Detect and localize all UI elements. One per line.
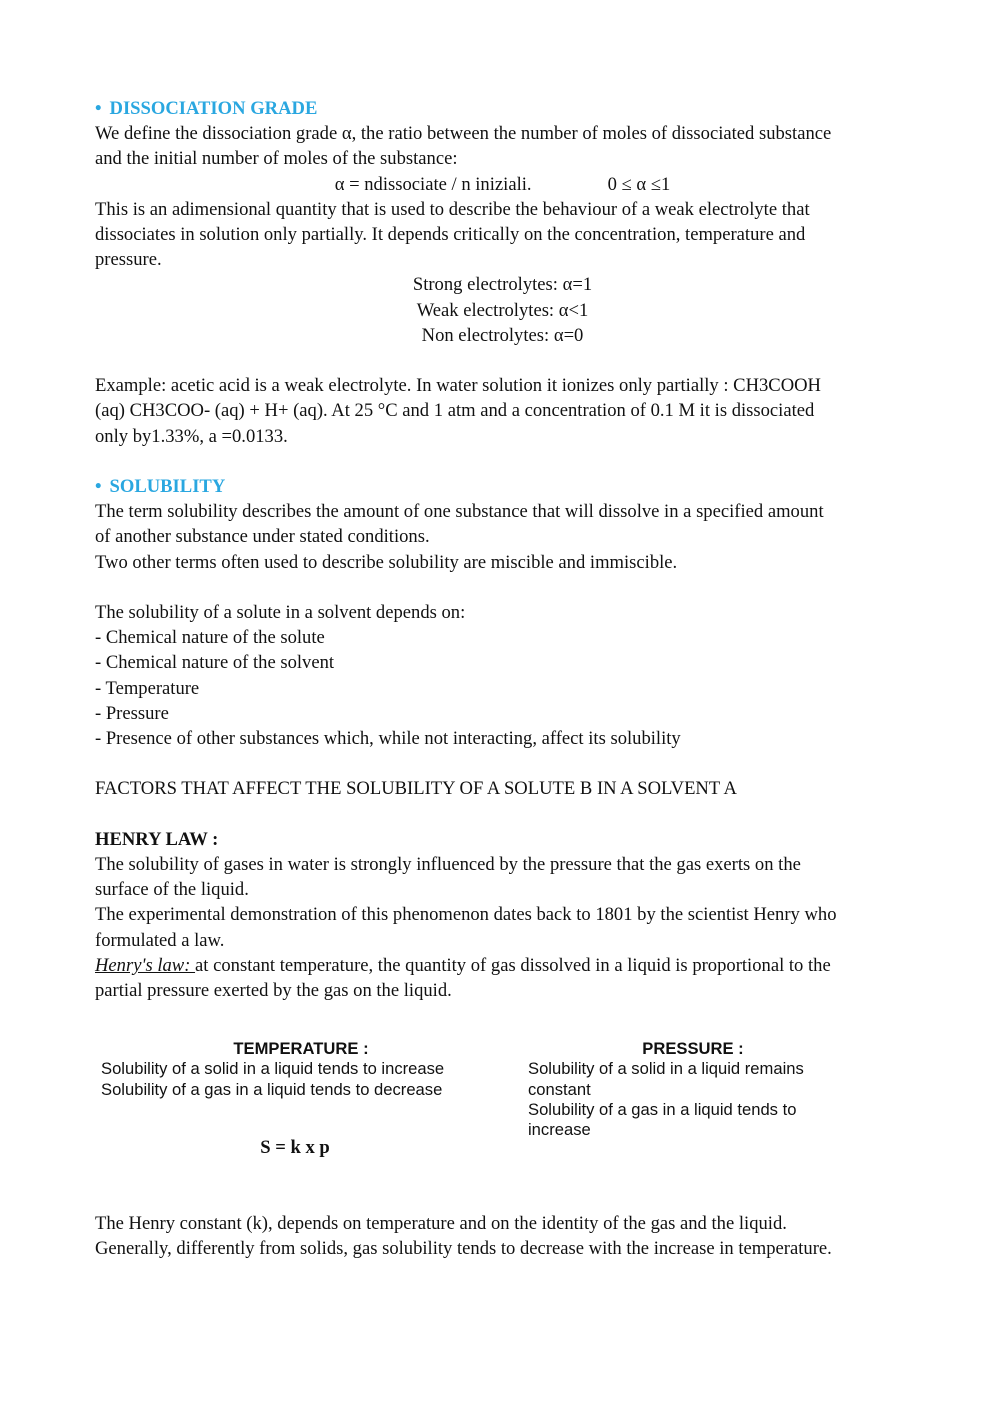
- henry-formula: S = k x p: [260, 1137, 330, 1158]
- list-item: - Chemical nature of the solute: [95, 627, 325, 649]
- weak-electrolytes: Weak electrolytes: α<1: [416, 299, 589, 321]
- dissociation-heading-text: DISSOCIATION GRADE: [109, 98, 318, 119]
- closing-paragraph: [95, 1211, 910, 1261]
- pressure-line-3: Solubility of a gas in a liquid tends to: [528, 1099, 797, 1119]
- solubility-definition-line-1: The term solubility describes the amount of one substance that will dissolve in a specified amount: [95, 501, 824, 523]
- list-item: - Chemical nature of the solvent: [95, 652, 335, 674]
- pressure-title: PRESSURE :: [642, 1039, 744, 1058]
- dissociation-formula: α = ndissociate / n iniziali.: [334, 173, 532, 195]
- spacer: [95, 348, 910, 373]
- dissociation-description-line-1: This is an adimensional quantity that is used to describe the behaviour of a weak electrolyte that: [95, 198, 810, 220]
- bullet-icon: •: [95, 476, 102, 498]
- solubility-terms: Two other terms often used to describe solubility are miscible and immiscible.: [95, 551, 678, 573]
- henry-para1-line-1: The solubility of gases in water is strongly influenced by the pressure that the gas exerts on the: [95, 854, 801, 876]
- dissociation-description-line-2: dissociates in solution only partially. It depends critically on the concentration, temperature and: [95, 224, 806, 246]
- spacer: [95, 802, 910, 827]
- henry-law-label: Henry's law:: [95, 954, 196, 976]
- solubility-heading: [95, 474, 910, 499]
- dissociation-formula-line: [95, 172, 910, 197]
- strong-electrolytes: Strong electrolytes: α=1: [412, 274, 593, 296]
- solubility-definition-line-2: of another substance under stated conditions.: [95, 526, 430, 548]
- henry-para1-line-2: surface of the liquid.: [95, 879, 249, 901]
- list-item: - Temperature: [95, 677, 200, 699]
- example-line-1: Example: acetic acid is a weak electrolyte. In water solution it ionizes only partially : CH3COOH: [95, 375, 821, 397]
- pressure-column: [528, 1039, 858, 1140]
- dissociation-definition-line-2: and the initial number of moles of the substance:: [95, 148, 458, 170]
- henry-law-text: at constant temperature, the quantity of gas dissolved in a liquid is proportional to the: [195, 954, 831, 976]
- henry-law-line-2: partial pressure exerted by the gas on the liquid.: [95, 980, 452, 1002]
- spacer: [95, 575, 910, 600]
- example-line-3: only by1.33%, a =0.0133.: [95, 425, 288, 447]
- spacer: [95, 449, 910, 474]
- temperature-column: [101, 1039, 501, 1100]
- example-line-2: (aq) CH3COO- (aq) + H+ (aq). At 25 °C and 1 atm and a concentration of 0.1 M it is dissociated: [95, 400, 815, 422]
- henry-law-line-1: [95, 953, 910, 978]
- pressure-line-4: increase: [528, 1120, 591, 1140]
- pressure-line-2: constant: [528, 1079, 591, 1099]
- bullet-icon: •: [95, 98, 102, 119]
- spacer: [95, 751, 910, 776]
- non-electrolytes: Non electrolytes: α=0: [421, 324, 584, 346]
- dissociation-heading: [95, 96, 910, 121]
- solubility-depends-intro: The solubility of a solute in a solvent depends on:: [95, 602, 466, 624]
- solubility-heading-text: SOLUBILITY: [109, 476, 226, 498]
- factors-title: FACTORS THAT AFFECT THE SOLUBILITY OF A SOLUTE B IN A SOLVENT A: [95, 778, 737, 800]
- pressure-line-1: Solubility of a solid in a liquid remains: [528, 1059, 804, 1079]
- henry-para2-line-1: The experimental demonstration of this phenomenon dates back to 1801 by the scientist Henry who: [95, 904, 837, 926]
- temperature-line-2: Solubility of a gas in a liquid tends to decrease: [101, 1079, 443, 1099]
- temperature-line-1: Solubility of a solid in a liquid tends to increase: [101, 1059, 445, 1079]
- list-item: - Presence of other substances which, while not interacting, affect its solubility: [95, 728, 681, 750]
- henry-heading: HENRY LAW :: [95, 828, 219, 850]
- document-body: [95, 96, 910, 1003]
- closing-line-1: The Henry constant (k), depends on temperature and on the identity of the gas and the liquid.: [95, 1213, 787, 1234]
- dissociation-description-line-3: pressure.: [95, 249, 162, 271]
- dissociation-definition-line-1: We define the dissociation grade α, the ratio between the number of moles of dissociated substance: [95, 123, 832, 145]
- henry-para2-line-2: formulated a law.: [95, 929, 225, 951]
- list-item: - Pressure: [95, 702, 169, 724]
- closing-line-2: Generally, differently from solids, gas solubility tends to decrease with the increase in temperature.: [95, 1238, 832, 1260]
- temperature-title: TEMPERATURE :: [233, 1039, 369, 1058]
- dissociation-range: 0 ≤ α ≤1: [607, 173, 671, 195]
